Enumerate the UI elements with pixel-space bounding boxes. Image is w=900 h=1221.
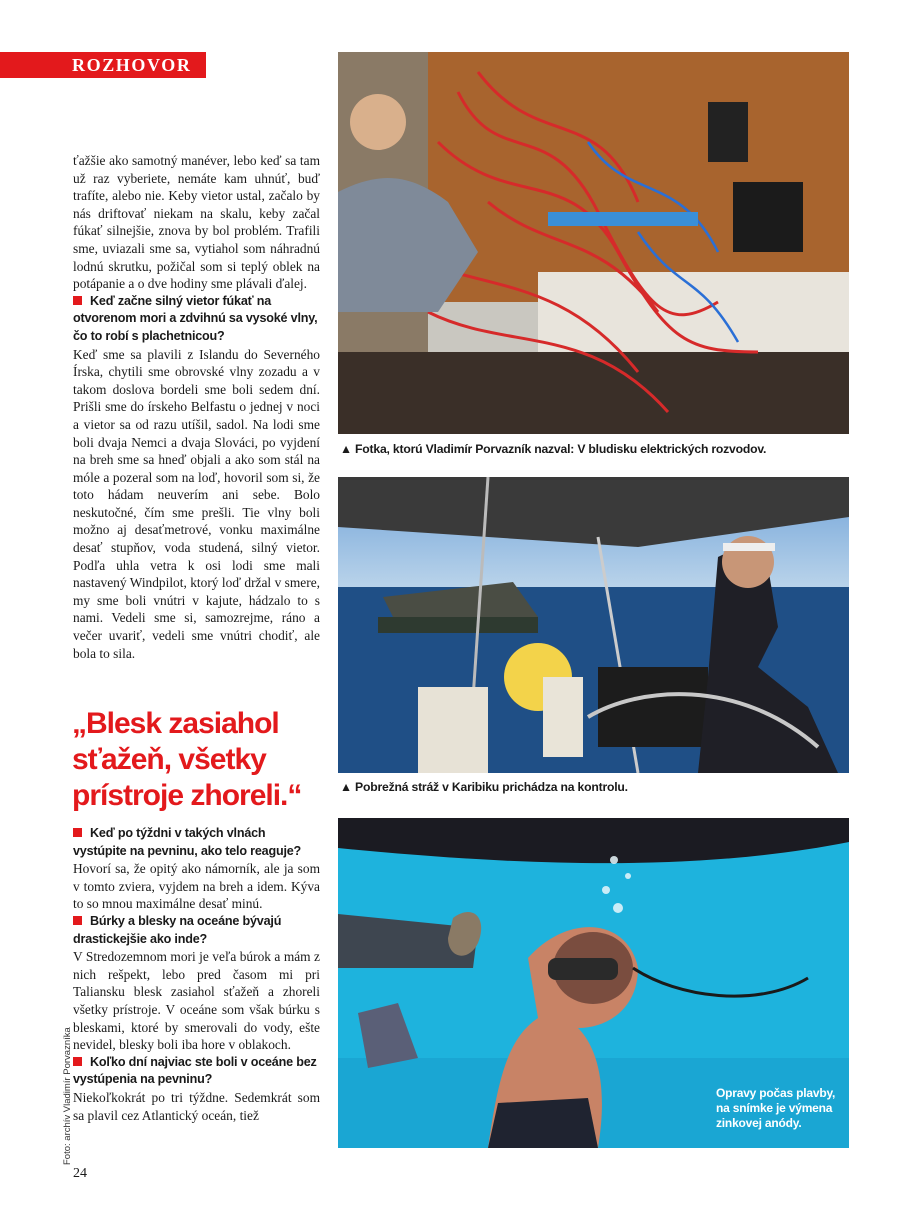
- question: Keď po týždni v takých vlnách vystúpite na pevninu, ako telo reaguje?: [73, 826, 302, 858]
- answer: Hovorí sa, že opitý ako námorník, ale ja som v tomto zviera, vyjdem na breh a idem. Kýva to so mnou maximálne desať minú.: [73, 861, 320, 912]
- article-column-bottom: [73, 825, 320, 1124]
- question: Keď začne silný vietor fúkať na otvorenom mori a zdvihnú sa vysoké vlny, čo to robí s plachetnicou?: [73, 293, 318, 343]
- page-number: 24: [73, 1166, 87, 1181]
- paragraph: ťažšie ako samotný manéver, lebo keď sa tam už raz vyberiete, nemáte kam uhnúť, buď trafíte, alebo nie. Keby vietor ustal, začalo by nás driftovať niekam na skalu, keby začal fúkať silnejšie, znova by bol problém. Trafili sme, uviazali sme sa, vytiahol som náhradnú lodnú skrutku, požičal som si teplý oblek na potápanie a o dve hodiny sme plávali ďalej.: [73, 153, 320, 292]
- answer: Keď sme sa plavili z Islandu do Severného Írska, chytili sme obrovské vlny zozadu a v takom doslova bordeli sme boli sedem dní. Prišli sme do írskeho Belfastu o jednej v noci a vietor sa od razu utíšil, sadol. Na lodi sme boli dvaja Nemci a dvaja Slováci, po vyjdení na breh sme sa hneď objali a ako som stál na móle a pozeral som na loď, hovoril som si, že toto hádam neuverím ani sebe. Bolo neskutočné, čím sme prešli. Tie vlny boli možno aj desaťmetrové, vonku maximálne desať stupňov, voda studená, silný vietor. Podľa uhla vetra k osi lodi sme mali nastavený Windpilot, ktorý loď držal v smere, my sme boli vnútri v kajute, hádzalo to s nami. Vedeli sme si, samozrejme, ráno a večer uvariť, vedeli sme vnútri chodiť, ale bola to sila.: [73, 346, 320, 661]
- article-column-top: [73, 152, 320, 662]
- photo-coast-guard: [338, 477, 849, 773]
- question: Búrky a blesky na oceáne bývajú drastickejšie ako inde?: [73, 913, 282, 946]
- question-square-icon: [73, 828, 82, 837]
- question: Koľko dní najviac ste boli v oceáne bez vystúpenia na pevninu?: [73, 1054, 317, 1087]
- section-tag: [0, 52, 206, 78]
- caption-photo-1: ▲ Fotka, ktorú Vladimír Porvazník nazval: V bludisku elektrických rozvodov.: [340, 442, 767, 456]
- pull-quote: „Blesk zasiahol sťažeň, všetky prístroje zhoreli.“: [72, 707, 302, 812]
- section-label: ROZHOVOR: [72, 55, 192, 75]
- caption-photo-2: ▲ Pobrežná stráž v Karibiku prichádza na kontrolu.: [340, 780, 628, 794]
- photo-electrical-panel: [338, 52, 849, 434]
- caption-photo-3: Opravy počas plavby, na snímke je výmena zinkovej anódy.: [716, 1086, 836, 1130]
- question-square-icon: [73, 296, 82, 305]
- question-square-icon: [73, 1057, 82, 1066]
- photo-credit: Foto: archív Vladimír Porvazníka: [62, 1027, 73, 1165]
- answer: V Stredozemnom mori je veľa búrok a mám z nich rešpekt, lebo pred časom mi pri Taliansku blesk zasiahol sťažeň a zhoreli všetky prístroje. V oceáne som však búrku s bleskami, ktoré by smerovali do vody, ešte nevidel, blesky boli iba hore v oblakoch.: [73, 949, 320, 1053]
- question-square-icon: [73, 916, 82, 925]
- answer: Niekoľkokrát po tri týždne. Sedemkrát som sa plavil cez Atlantický oceán, tiež: [73, 1089, 320, 1123]
